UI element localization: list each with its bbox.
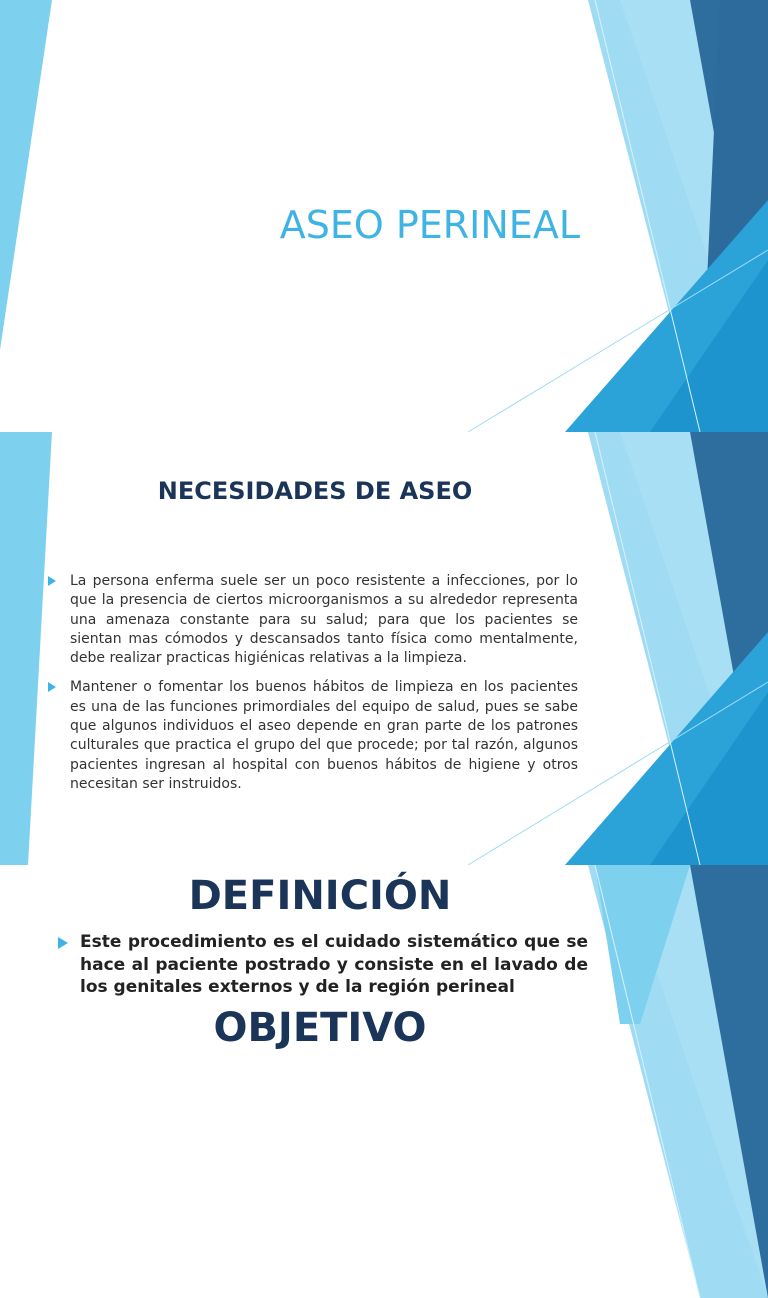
slide1-title: ASEO PERINEAL [279,203,580,247]
triangle-bullet-icon [48,576,56,586]
slide3-decoration [0,865,768,1298]
slide-definicion [0,865,768,1051]
slide2-bullet-list [48,572,578,804]
triangle-bullet-icon [48,682,56,692]
bullet-text: Mantener o fomentar los buenos hábitos de limpieza en los pacientes es una de las funciones primordiales del equipo de salud, pues se sabe que algunos individuos el aseo depende en gran parte de los patrones culturales que practica el grupo del que procede; por tal razón, algunos pacientes ingresan al hospital con buenos hábitos de higiene y otros necesitan ser instruidos. [70,679,578,792]
next-slide-title: OBJETIVO [213,1005,427,1051]
slide2-title: NECESIDADES DE ASEO [157,477,473,505]
bullet-text: Este procedimiento es el cuidado sistemático que se hace al paciente postrado y consiste en el lavado de los genitales externos y de la región perineal [80,932,588,997]
bullet-text: La persona enferma suele ser un poco resistente a infecciones, por lo que la presencia de ciertos microorganismos a su alrededor representa una amenaza constante para su salud; para que los pacientes se sientan mas cómodos y descansados tanto física como mentalmente, debe realizar practicas higiénicas relativas a la limpieza. [70,573,578,667]
slide-title [0,0,768,432]
triangle-bullet-icon [58,937,68,949]
slide-necesidades [0,432,768,865]
list-item [48,572,578,668]
slide3-bullet-list [58,931,588,999]
list-item [48,678,578,794]
list-item [58,931,588,999]
slide3-title: DEFINICIÓN [188,873,452,919]
